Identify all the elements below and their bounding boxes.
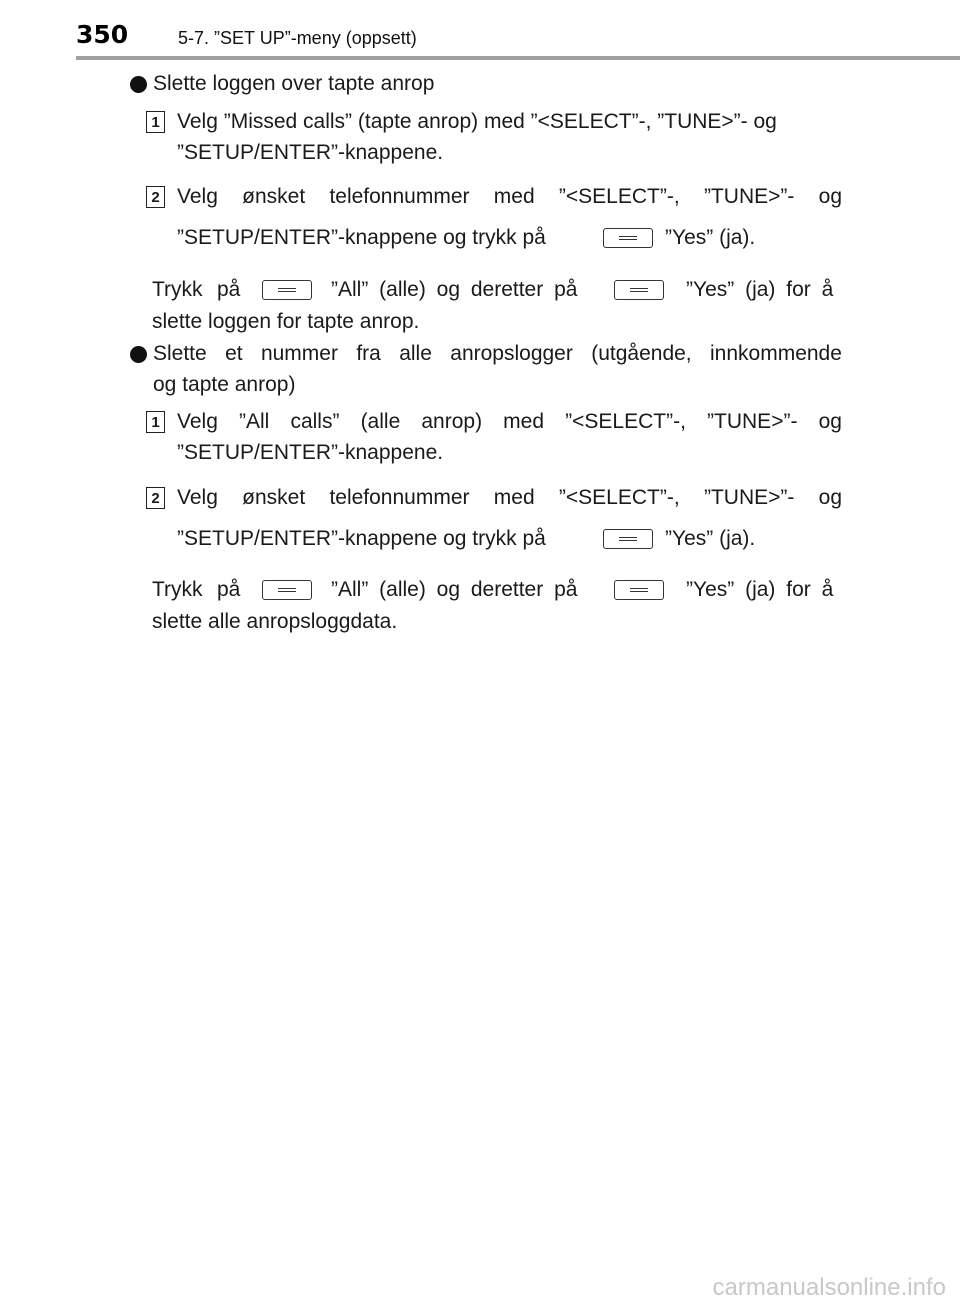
chapter-title: 5-7. ”SET UP”-meny (oppsett) xyxy=(178,28,417,48)
section-heading: Slette et nummer fra alle anropslogger (utgående, innkommende xyxy=(153,342,842,365)
header-rule xyxy=(76,56,960,60)
note-text: slette loggen for tapte anrop. xyxy=(152,310,420,333)
screen-button-icon xyxy=(603,228,653,248)
bullet-icon xyxy=(130,76,147,93)
note-text: slette alle anropsloggdata. xyxy=(152,610,398,633)
step-text: Velg ønsket telefonnummer med ”<SELECT”-, ”TUNE>”- og xyxy=(177,185,842,208)
note-text: ”All” (alle) og deretter på xyxy=(331,578,578,601)
step-number: 1 xyxy=(146,111,165,133)
bullet-icon xyxy=(130,346,147,363)
page-header xyxy=(76,20,960,60)
screen-button-icon xyxy=(614,580,664,600)
note-text: ”Yes” (ja) for å xyxy=(686,278,834,301)
step-text: Velg ønsket telefonnummer med ”<SELECT”-, ”TUNE>”- og xyxy=(177,486,842,509)
step-text: ”SETUP/ENTER”-knappene. xyxy=(177,441,444,464)
note-text: ”Yes” (ja) for å xyxy=(686,578,834,601)
step-text: ”SETUP/ENTER”-knappene og trykk på xyxy=(177,527,546,550)
step-text: ”SETUP/ENTER”-knappene og trykk på xyxy=(177,226,546,249)
step-text: ”SETUP/ENTER”-knappene. xyxy=(177,141,444,164)
screen-button-icon xyxy=(614,280,664,300)
section-heading: Slette loggen over tapte anrop xyxy=(153,72,435,95)
note-text: ”All” (alle) og deretter på xyxy=(331,278,578,301)
step-number: 2 xyxy=(146,186,165,208)
note-text: Trykk xyxy=(152,278,203,301)
screen-button-icon xyxy=(262,280,312,300)
note-text: på xyxy=(217,578,241,601)
step-number: 1 xyxy=(146,411,165,433)
step-text: ”Yes” (ja). xyxy=(665,226,756,249)
step-number: 2 xyxy=(146,487,165,509)
step-text: Velg ”All calls” (alle anrop) med ”<SELECT”-, ”TUNE>”- og xyxy=(177,410,842,433)
note-text: på xyxy=(217,278,241,301)
page-number: 350 xyxy=(76,20,129,49)
note-text: Trykk xyxy=(152,578,203,601)
footer-watermark: carmanualsonline.info xyxy=(712,1274,946,1301)
screen-button-icon xyxy=(603,529,653,549)
step-text: ”Yes” (ja). xyxy=(665,527,756,550)
screen-button-icon xyxy=(262,580,312,600)
step-text: Velg ”Missed calls” (tapte anrop) med ”<SELECT”-, ”TUNE>”- og xyxy=(177,110,777,133)
section-heading: og tapte anrop) xyxy=(153,373,296,396)
